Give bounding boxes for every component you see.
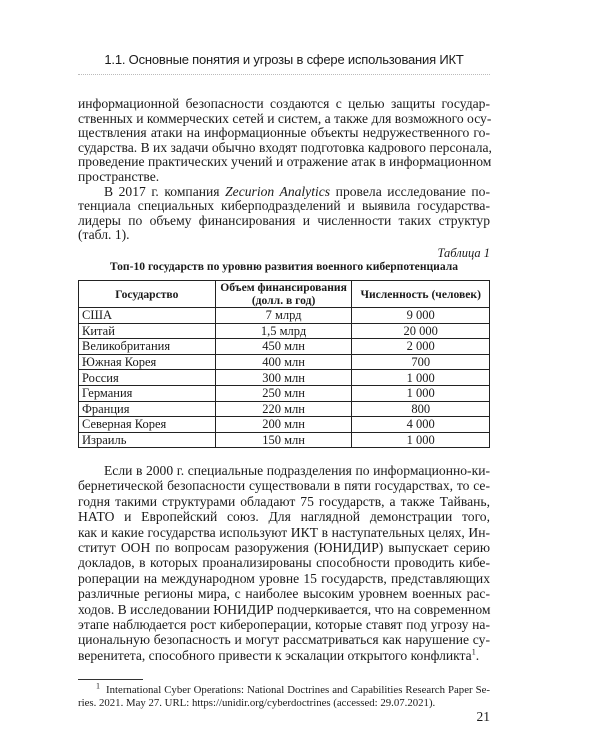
staff-cell: 4 000 xyxy=(352,417,490,433)
funding-cell: 7 млрд xyxy=(215,308,352,324)
text-line xyxy=(78,617,490,632)
text-segment: провела исследование по- xyxy=(330,183,491,199)
footnote-reference: 1 xyxy=(471,647,476,657)
table-row xyxy=(79,385,490,401)
column-header: Численность (человек) xyxy=(352,281,490,308)
staff-cell: 9 000 xyxy=(352,308,490,324)
text-line xyxy=(78,571,490,586)
text-segment: В 2017 г. компания xyxy=(104,183,226,199)
staff-cell: 1 000 xyxy=(352,370,490,386)
staff-cell: 1 000 xyxy=(352,385,490,401)
footnote-marker: 1 xyxy=(96,681,100,691)
funding-cell: 200 млн xyxy=(215,417,352,433)
staff-cell: 700 xyxy=(352,354,490,370)
table-row xyxy=(79,370,490,386)
text-line-content: Если в 2000 г. специальные подразделения по информационно-ки- xyxy=(104,463,490,478)
staff-cell: 2 000 xyxy=(352,339,490,355)
country-cell: Израиль xyxy=(79,432,216,448)
table-header-row xyxy=(79,281,490,308)
header-divider xyxy=(78,74,490,75)
text-line-content: циональную безопасность и могут рассматриваться как нарушение су- xyxy=(78,632,490,648)
text-line-content: докладов, в которых проанализированы способности проводить кибе- xyxy=(78,555,490,571)
funding-cell: 150 млн xyxy=(215,432,352,448)
text-line: лидеры по объему финансирования и численности таких структур xyxy=(78,212,490,228)
column-header: Объем финансирования (долл. в год) xyxy=(215,281,352,308)
text-line: информационной безопасности создаются с целью защиты государ- xyxy=(78,96,490,111)
country-cell: Великобритания xyxy=(79,339,216,355)
table-row xyxy=(79,417,490,433)
text-line xyxy=(78,478,490,493)
page-number: 21 xyxy=(476,709,490,724)
footnote-text: International Cyber Operations: National Doctrines and Capabilities Research Paper Se- xyxy=(106,684,490,696)
text-line xyxy=(78,509,490,524)
table-row xyxy=(79,432,490,448)
cyber-potential-table xyxy=(78,280,490,448)
table-caption: Таблица 1 xyxy=(437,246,490,260)
staff-cell: 1 000 xyxy=(352,432,490,448)
funding-cell: 400 млн xyxy=(215,354,352,370)
text-line-content: бернетической безопасности существовали в пяти государствах, то се- xyxy=(78,478,490,494)
company-name: Zecurion Analytics xyxy=(225,183,331,199)
text-line-content: годня такими структурами обладают 75 государств, а также Тайвань, xyxy=(78,493,490,509)
country-cell: Германия xyxy=(79,385,216,401)
footnote-divider xyxy=(78,679,143,680)
column-header: Государство xyxy=(79,281,216,308)
text-line: ственных и коммерческих сетей и систем, а также для возможного осу- xyxy=(78,110,492,126)
funding-cell: 1,5 млрд xyxy=(215,323,352,339)
country-cell: Южная Корея xyxy=(79,354,216,370)
text-line xyxy=(78,525,490,540)
body-text-bottom xyxy=(78,463,490,663)
funding-cell: 250 млн xyxy=(215,385,352,401)
text-line xyxy=(78,602,490,617)
text-line-content: ходов. В исследовании ЮНИДИР подчеркивается, что на современном xyxy=(78,601,491,617)
running-header: 1.1. Основные понятия и угрозы в сфере использования ИКТ xyxy=(104,52,464,67)
text-line xyxy=(78,494,490,509)
table-title: Топ-10 государств по уровню развития военного киберпотенциала xyxy=(109,260,459,273)
country-cell: США xyxy=(79,308,216,324)
footnote xyxy=(78,681,490,710)
text-line: пространстве. xyxy=(78,168,160,184)
text-line-content: веренитета, способного привести к эскалации открытого конфликта xyxy=(78,647,472,663)
text-line: веренитета, способного привести к эскалации открытого конфликта$^1$. xyxy=(78,647,480,663)
table-row xyxy=(79,308,490,324)
text-line xyxy=(78,586,490,601)
text-line-content: роперации на международном уровне 15 государств, представляющих xyxy=(78,570,490,586)
body-text-top xyxy=(78,97,490,243)
text-line-content: этапе наблюдается рост кибероперации, которые ставят под угрозу на- xyxy=(78,616,490,632)
text-line xyxy=(78,185,490,200)
text-line: (табл. 1). xyxy=(78,227,130,243)
text-line xyxy=(78,555,490,570)
table-row xyxy=(79,354,490,370)
staff-cell: 20 000 xyxy=(352,323,490,339)
funding-cell: 450 млн xyxy=(215,339,352,355)
text-line-content: как и какие государства используют ИКТ в наступательных целях, Ин- xyxy=(78,524,490,540)
country-cell: Франция xyxy=(79,401,216,417)
funding-cell: 220 млн xyxy=(215,401,352,417)
text-line xyxy=(78,463,490,478)
table-row xyxy=(79,339,490,355)
country-cell: Россия xyxy=(79,370,216,386)
text-line-content: ститут ООН по вопросам разоружения (ЮНИДИР) выпускает серию xyxy=(78,539,490,555)
text-line: тенциала специальных киберподразделений и выявила государства- xyxy=(78,198,490,214)
text-line-content: различные регионы мира, с наиболее высоким уровнем военных рас- xyxy=(78,586,490,602)
staff-cell: 800 xyxy=(352,401,490,417)
text-line xyxy=(78,632,490,647)
text-line xyxy=(78,540,490,555)
text-line-content: НАТО и Европейский союз. Для наглядной демонстрации того, xyxy=(78,509,490,525)
footnote-line xyxy=(78,681,490,697)
text-line: ществления атаки на информационные объекты недружественного го- xyxy=(78,125,490,141)
funding-cell: 300 млн xyxy=(215,370,352,386)
table-row xyxy=(79,323,490,339)
text-line: сударства. В их задачи обычно входят подготовка кадрового персонала, xyxy=(78,139,492,155)
footnote-line: ries. 2021. May 27. URL: https://unidir.org/cyberdoctrines (accessed: 29.07.2021). xyxy=(78,697,436,709)
text-line: проведение практических учений и отражение атак в информационном xyxy=(78,154,492,170)
country-cell: Северная Корея xyxy=(79,417,216,433)
country-cell: Китай xyxy=(79,323,216,339)
table-row xyxy=(79,401,490,417)
